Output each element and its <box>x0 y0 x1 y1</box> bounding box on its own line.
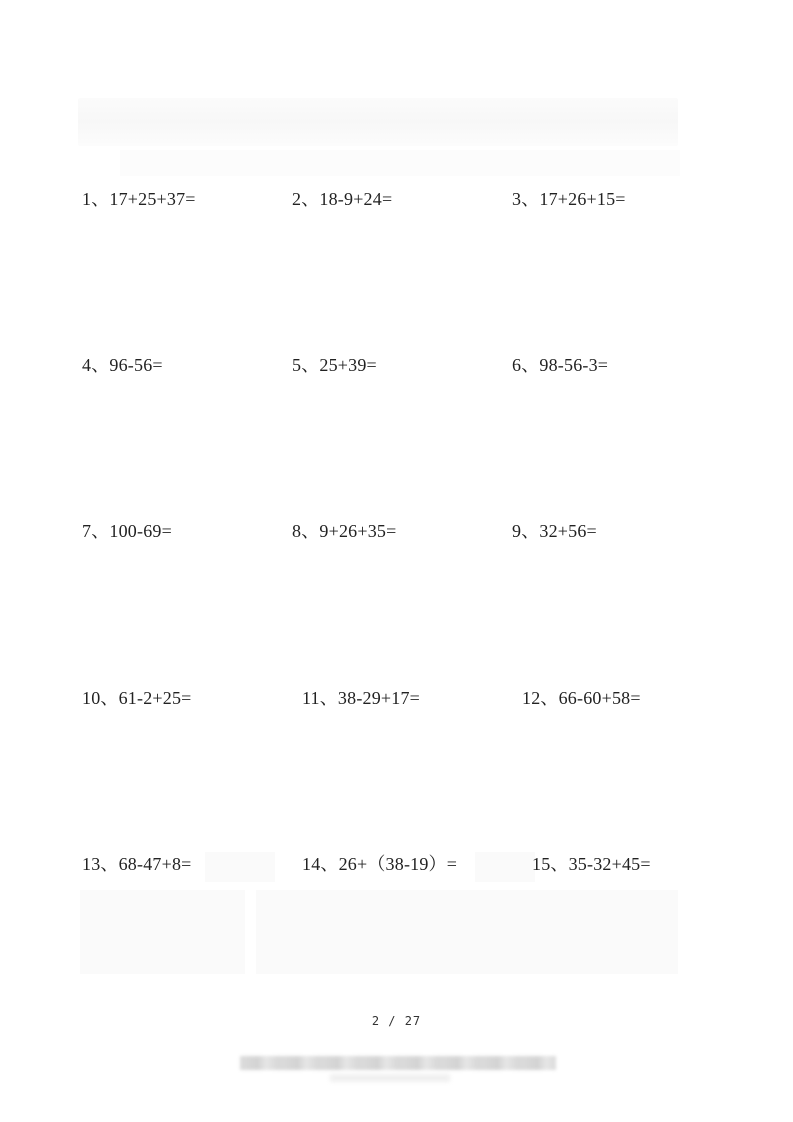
problem-3: 3、17+26+15= <box>512 189 626 209</box>
problem-7: 7、100-69= <box>82 521 172 541</box>
page-number: 2 / 27 <box>371 1014 422 1028</box>
watermark-subheader <box>120 150 680 176</box>
problem-1: 1、17+25+37= <box>82 189 196 209</box>
problem-15: 15、35-32+45= <box>532 854 651 874</box>
problem-11: 11、38-29+17= <box>302 688 421 708</box>
watermark-header <box>78 98 678 146</box>
problem-14: 14、26+（38-19）= <box>302 854 458 874</box>
problem-10: 10、61-2+25= <box>82 688 192 708</box>
problem-8: 8、9+26+35= <box>292 521 397 541</box>
watermark-block <box>80 890 245 974</box>
problem-12: 12、66-60+58= <box>522 688 641 708</box>
problem-9: 9、32+56= <box>512 521 597 541</box>
watermark-block <box>205 852 275 882</box>
blurred-footer-text <box>240 1056 556 1070</box>
watermark-block <box>256 890 678 974</box>
problem-5: 5、25+39= <box>292 355 377 375</box>
blurred-footer-text <box>330 1074 450 1082</box>
problem-6: 6、98-56-3= <box>512 355 609 375</box>
problem-13: 13、68-47+8= <box>82 854 192 874</box>
problem-4: 4、96-56= <box>82 355 163 375</box>
watermark-block <box>475 852 535 882</box>
problem-2: 2、18-9+24= <box>292 189 393 209</box>
